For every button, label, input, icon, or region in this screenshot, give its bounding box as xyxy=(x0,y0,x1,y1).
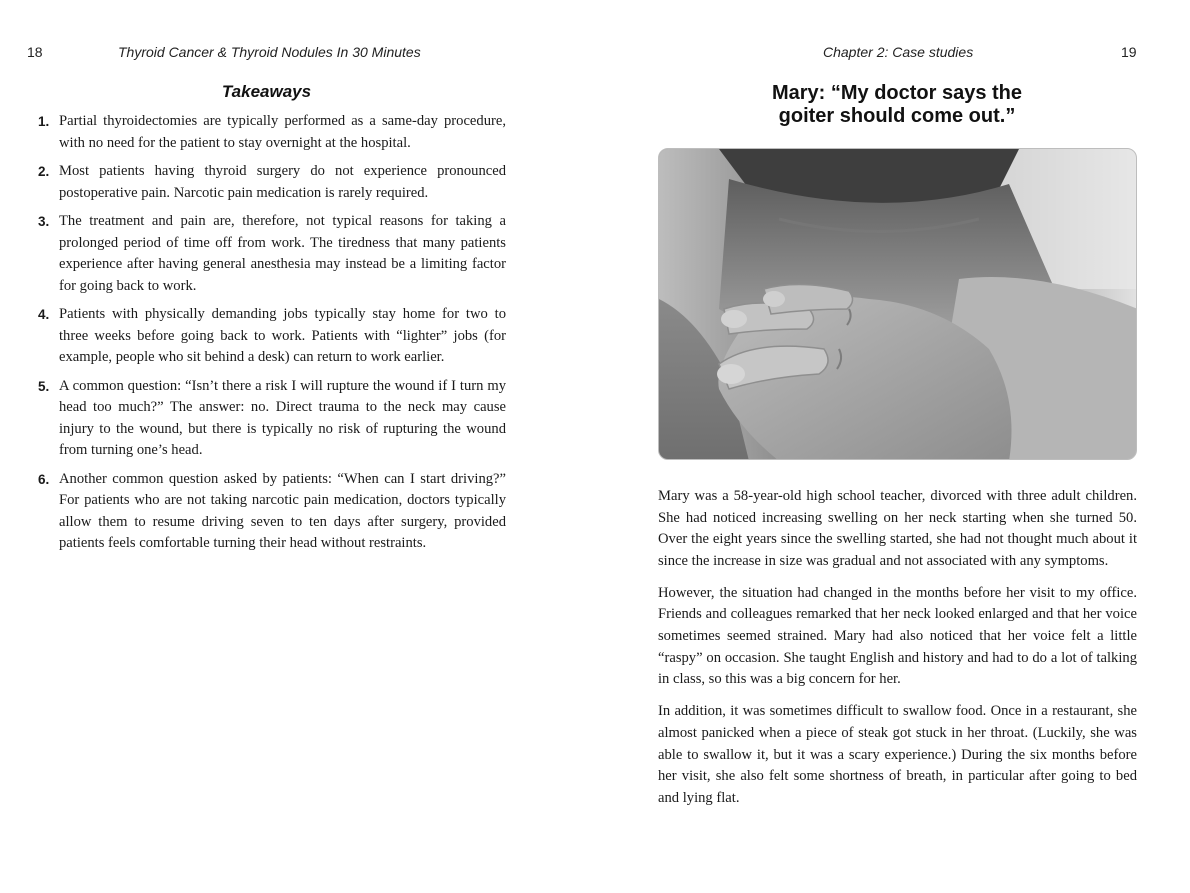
list-item-text: Partial thyroidectomies are typically performed as a same-day procedure, with no need for the patient to stay overnight at the hospital. xyxy=(59,113,506,151)
takeaways-heading: Takeaways xyxy=(221,82,312,101)
list-item-number: 4. xyxy=(38,307,50,322)
body-paragraph: In addition, it was sometimes difficult to swallow food. Once in a restaurant, she almost panicked when a piece of steak got stuck in her throat. (Luckily, she was able to swallow it, but it was a scary experience.) During the six months before her visit, she also felt some shortness of breath, in particular after going to bed and lying flat. xyxy=(658,703,1137,806)
list-item-text: The treatment and pain are, therefore, not typical reasons for taking a prolonged period of time off from work. The tiredness that many patients experience after having general anesthesia may instead be a limiting factor for going back to work. xyxy=(59,213,506,294)
neck-photo-illustration xyxy=(659,149,1137,460)
running-title-left: Thyroid Cancer & Thyroid Nodules In 30 Minutes xyxy=(118,44,421,60)
list-item-number: 6. xyxy=(38,471,50,487)
case-title-line-1: Mary: “My doctor says the xyxy=(771,82,1023,104)
right-page xyxy=(595,0,1190,893)
list-item-text: Another common question asked by patients: “When can I start driving?” For patients who are not taking narcotic pain medication, doctors typically allow them to resume driving seven to ten days after surgery, provided patients feels comfortable turning their head without restraints. xyxy=(59,470,506,551)
list-item xyxy=(34,469,506,555)
list-item-text: Most patients having thyroid surgery do not experience pronounced postoperative pain. Narcotic pain medication is rarely required. xyxy=(59,163,506,201)
neck-photo xyxy=(658,148,1137,460)
body-paragraph: However, the situation had changed in the months before her visit to my office. Friends and colleagues remarked that her neck looked enlarged and that her voice sometimes seemed strained. Mary had also noticed that her voice felt a little “raspy” on occasion. She taught English and history and had to do a lot of talking in class, so this was a big concern for her. xyxy=(658,584,1137,688)
list-item-text: Patients with physically demanding jobs typically stay home for two to three weeks before going back to work. Patients with “lighter” jobs (for example, people who sit behind a desk) can return to work earlier. xyxy=(59,306,506,365)
case-study-body xyxy=(658,486,1137,820)
list-item-number: 3. xyxy=(38,214,50,229)
list-item xyxy=(34,376,506,462)
case-study-title xyxy=(657,82,1137,128)
list-item xyxy=(34,161,506,204)
list-item-number: 2. xyxy=(38,164,50,179)
page-number-right: 19 xyxy=(1121,44,1137,60)
body-paragraph: Mary was a 58-year-old high school teacher, divorced with three adult children. She had noticed increasing swelling on her neck starting when she turned 50. Over the eight years since the swelling started, she had not thought much about it since the increase in size was gradual and not associated with any symptoms. xyxy=(658,488,1137,569)
list-item-number: 5. xyxy=(38,378,50,394)
list-item xyxy=(34,111,506,154)
list-item xyxy=(34,304,506,369)
list-item-text: A common question: “Isn’t there a risk I will rupture the wound if I turn my head too much?” The answer: no. Direct trauma to the neck may cause injury to the wound, but there is typically no risk of rupturing the wound from turning one’s head. xyxy=(59,377,506,458)
running-title-right: Chapter 2: Case studies xyxy=(823,44,974,60)
list-item xyxy=(34,211,506,297)
case-title-line-2: goiter should come out.” xyxy=(778,105,1016,127)
page-number-left: 18 xyxy=(27,44,43,60)
takeaways-list xyxy=(34,111,506,562)
list-item-number: 1. xyxy=(38,114,50,129)
